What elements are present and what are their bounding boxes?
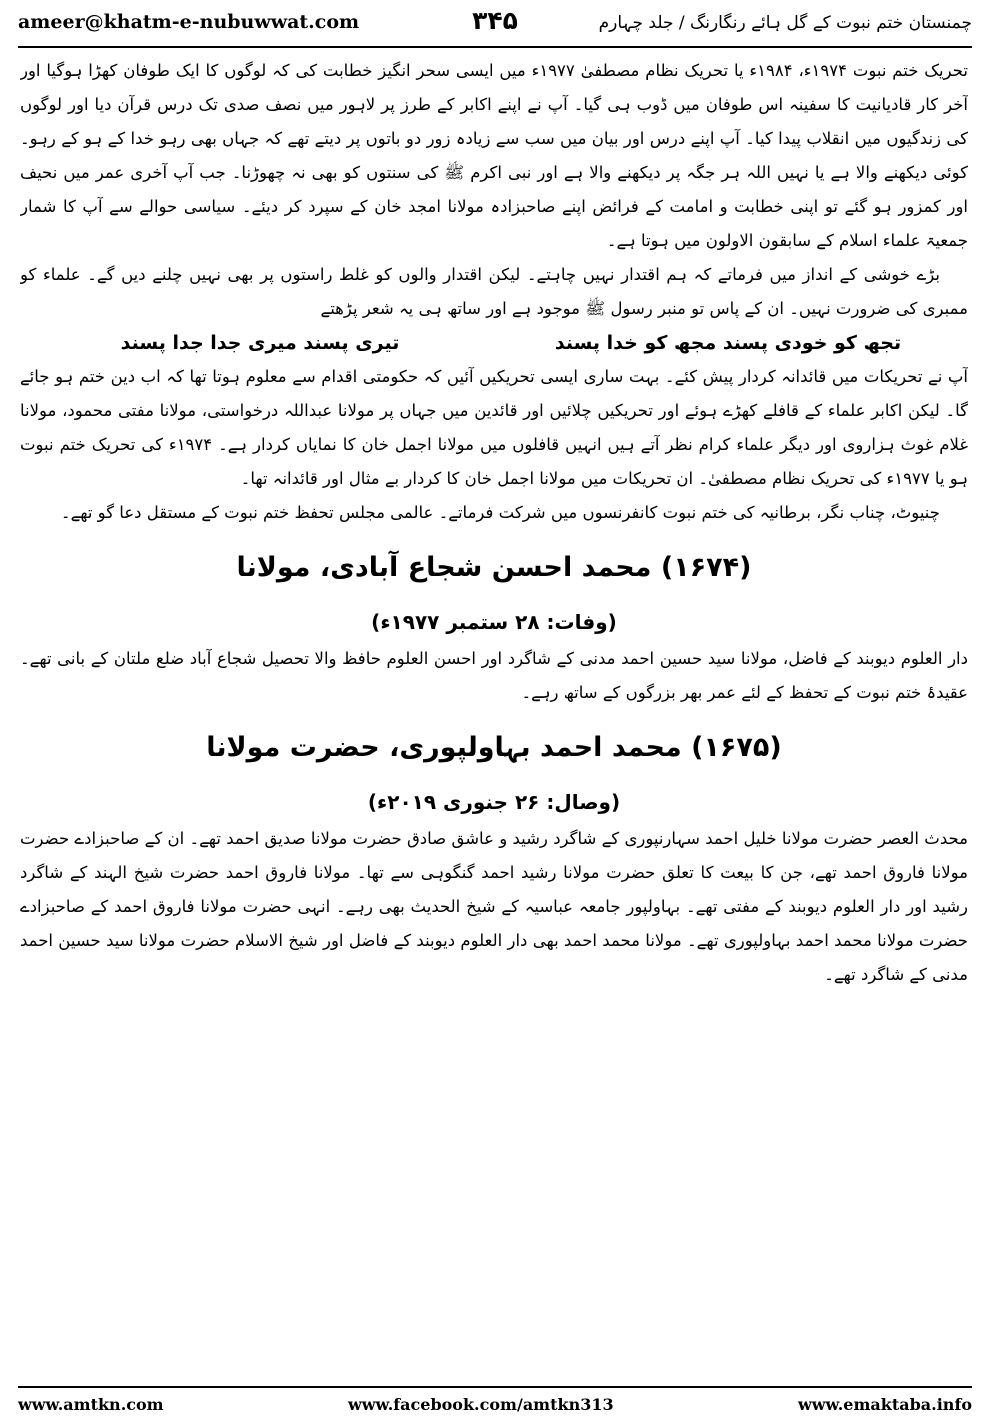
paragraph: دار العلوم دیوبند کے فاضل، مولانا سید حسین احمد مدنی کے شاگرد اور احسن العلوم حافظ والا تحصیل شجاع آباد ضلع ملتان کے بانی تھے۔ عقیدۂ ختم نبوت کے تحفظ کے لئے عمر بھر بزرگوں کے ساتھ رہے۔ [20, 649, 968, 702]
death-date: (وفات: ۲۸ ستمبر ۱۹۷۷ء) [371, 610, 617, 634]
paragraph: چنیوٹ، چناب نگر، برطانیہ کی ختم نبوت کانفرنسوں میں شرکت فرماتے۔ عالمی مجلس تحفظ ختم نبوت کے مستقل دعا گو تھے۔ [60, 503, 940, 522]
book-title: چمنستان ختم نبوت کے گل ہائے رنگارنگ / جلد چہارم [598, 12, 972, 33]
verse-line: تجھ کو خودی پسند مجھ کو خدا پسند [554, 332, 902, 354]
footer-divider [18, 1386, 972, 1388]
page-header [18, 2, 972, 42]
death-date: (وصال: ۲۶ جنوری ۲۰۱۹ء) [367, 790, 621, 814]
paragraph: آپ نے تحریکات میں قائدانہ کردار پیش کئے۔ بہت ساری ایسی تحریکیں آئیں کہ حکومتی اقدام سے معلوم ہوتا تھا کہ اب دین ختم ہو جائے گا۔ لیکن اکابر علماء کے قافلے کھڑے ہوئے اور تحریکیں چلائیں اور قائدین میں جہاں پر مولانا عبداللہ درخواستی، مولانا مفتی محمود، مولانا غلام غوث ہزاروی اور دیگر علماء کرام نظر آتے ہیں انہیں قافلوں میں مولانا اجمل خان کا نمایاں کردار ہے۔ ۱۹۷۴ء کی تحریک ختم نبوت ہو یا ۱۹۷۷ء کی تحریک نظام مصطفیٰ۔ ان تحریکات میں مولانا اجمل خان کا کردار بے مثال اور قائدانہ تھا۔ [20, 367, 968, 488]
page-body [20, 54, 968, 1380]
footer-link-emaktaba[interactable]: www.emaktaba.info [798, 1394, 972, 1414]
page-footer [18, 1390, 972, 1418]
paragraph: بڑے خوشی کے انداز میں فرماتے کہ ہم اقتدار نہیں چاہتے۔ لیکن اقتدار والوں کو غلط راستوں پر بھی نہیں چلنے دیں گے۔ علماء کو ممبری کی ضرورت نہیں۔ ان کے پاس تو منبر رسول ﷺ موجود ہے اور ساتھ ہی یہ شعر پڑھتے [20, 265, 968, 318]
footer-link-facebook[interactable]: www.facebook.com/amtkn313 [347, 1394, 614, 1414]
header-divider [18, 46, 972, 48]
header-email[interactable]: ameer@khatm-e-nubuwwat.com [18, 11, 360, 33]
paragraph: تحریک ختم نبوت ۱۹۷۴ء، ۱۹۸۴ء یا تحریک نظام مصطفیٰ ۱۹۷۷ء میں ایسی سحر انگیز خطابت کی کہ لوگوں کا ایک طوفان کھڑا ہوگیا اور آخر کار قادیانیت کا سفینہ اس طوفان میں ڈوب ہی گیا۔ آپ نے اپنے اکابر کے طرز پر لاہور میں نصف صدی تک درس قرآن دیا اور لوگوں کی زندگیوں میں انقلاب پیدا کیا۔ آپ اپنے درس اور بیان میں سب سے زیادہ زور دو باتوں پر دیتے تھے کہ جہاں بھی رہو خدا کے ہو کے رہو۔ کوئی دیکھنے والا ہے یا نہیں اللہ ہر جگہ پر دیکھنے والا ہے اور نبی اکرم ﷺ کی سنتوں کو بھی نہ چھوڑنا۔ جب آپ آخری عمر میں نحیف اور کمزور ہو گئے تو اپنی خطابت و امامت کے فرائض اپنے صاحبزادہ مولانا امجد خان کے سپرد کر دیئے۔ سیاسی حوالے سے آپ کا شمار جمعیۃ علماء اسلام کے سابقون الاولون میں ہوتا ہے۔ [20, 61, 968, 250]
verse-line: تیری پسند میری جدا جدا پسند [120, 332, 400, 354]
poetry-couplet [20, 326, 968, 360]
section-heading: (۱۶۷۴) محمد احسن شجاع آبادی، مولانا [236, 552, 752, 583]
section-heading: (۱۶۷۵) محمد احمد بہاولپوری، حضرت مولانا [206, 732, 782, 763]
footer-link-amtkn[interactable]: www.amtkn.com [18, 1394, 164, 1414]
page-number: ۳۴۵ [472, 6, 518, 35]
paragraph: محدث العصر حضرت مولانا خلیل احمد سہارنپوری کے شاگرد رشید و عاشق صادق حضرت مولانا صدیق احمد تھے۔ ان کے صاحبزادے حضرت مولانا فاروق احمد تھے، جن کا بیعت کا تعلق حضرت مولانا رشید احمد گنگوہی سے تھا۔ مولانا فاروق احمد حضرت شیخ الہند کے شاگرد رشید اور دار العلوم دیوبند کے مفتی تھے۔ بہاولپور جامعہ عباسیہ کے شیخ الحدیث بھی رہے۔ انہی حضرت مولانا فاروق احمد کے صاحبزادے حضرت مولانا محمد احمد بہاولپوری تھے۔ مولانا محمد احمد بھی دار العلوم دیوبند کے فاضل اور شیخ الاسلام حضرت مولانا سید حسین احمد مدنی کے شاگرد تھے۔ [20, 829, 968, 984]
